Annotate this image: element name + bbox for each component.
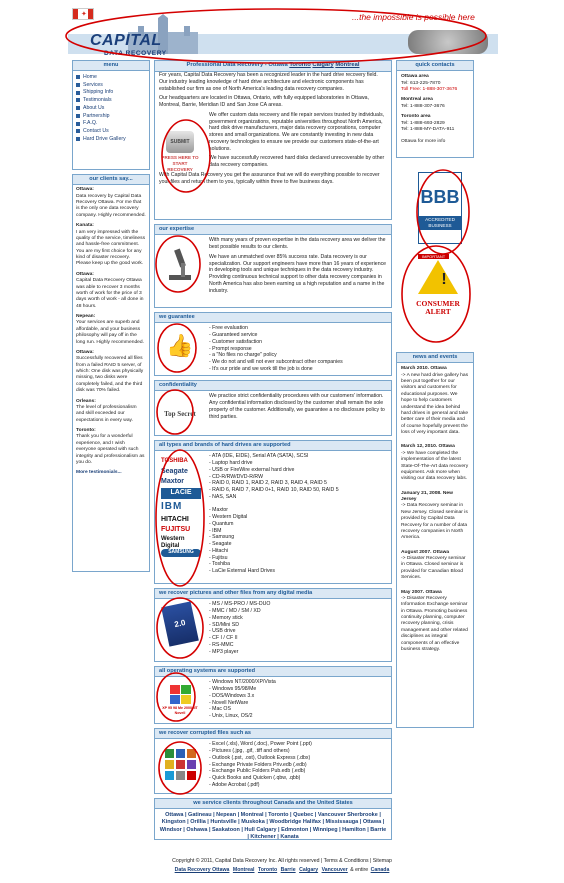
expertise-p1: With many years of proven expertise in the data recovery area we deliver the best possible results to our clients. (209, 237, 386, 251)
footer-link-vancouver[interactable]: Vancouver (321, 866, 348, 873)
corrupted-list: - Excel (.xls), Word (.doc), Power Point (.ppt) - Pictures (.jpg, .gif, .tiff and others) - Outlook (.pst, .ost), Outlook Express (.dbx) - Exchange Private Folders Priv.edb (.edb) - Exchange Public Folders Pub.edb (.edb) - Quick Books and Quicken (.qbw, .qbb) - Adobe Acrobat (.pdf) (209, 741, 312, 788)
drives-title: all types and brands of hard drives are supported (155, 441, 391, 451)
unrecoverable-paragraph: We have successfully recovered hard disks declared unrecoverable by other data recovery companies. (209, 155, 385, 168)
samsung-logo: SAMSUNG (161, 549, 201, 557)
guarantee-list: - Free evaluation - Guaranteed service - Customer satisfaction - Prompt response - a "No files no charge" policy - We do not and will not ever subcontract other companies - It's our pride and we work till the job is done (209, 325, 343, 372)
menu-item-services[interactable]: Services (76, 81, 146, 89)
menu-item-about[interactable]: About Us (76, 104, 146, 112)
news-title: news and events (397, 353, 473, 363)
media-section (154, 588, 392, 662)
footer-link-toronto[interactable]: Toronto (257, 866, 278, 873)
ibm-logo: IBM (161, 501, 183, 513)
nav-link-montreal[interactable]: Montreal (335, 62, 360, 68)
footer-link-canada[interactable]: Canada (370, 866, 390, 873)
copyright: Copyright © 2011, Capital Data Recovery Inc. All rights reserved | Terms & Conditions | Sitemap (172, 858, 392, 864)
testimonial: Ottawa: Data recovery by Capital Data Recovery Ottawa. For me that is the only one data recovery company. Highly recommended. (76, 187, 146, 218)
intro-paragraph: For years, Capital Data Recovery has been a recognized leader in the hard drive recovery field. Our industry leading knowledge of hard drive architecture and electronic components has established our firm as one of North America's leading data recovery companies. (159, 72, 378, 92)
menu-item-partnership[interactable]: Partnership (76, 112, 146, 120)
more-info-link[interactable]: Ottawa for more info (401, 139, 446, 145)
testimonial: Toronto: Thank you for a wonderful experience, and I wish everyone operated with such integrity and professionalism as you do. (76, 428, 145, 465)
labs-paragraph: Our headquarters are located in Ottawa, Ontario, with fully equipped laboratories in Ottawa, Montreal, Barrie, Meridian ID and San Jose CA areas. (159, 95, 369, 108)
quick-contacts-title: quick contacts (397, 61, 473, 71)
news-box (396, 352, 474, 728)
news-item: January 21, 2008. New Jersey -> Data Recovery seminar in New Jersey. Closed seminar is provided by Capital Data Recovery for a number of data recovery companies in North America. (401, 490, 468, 541)
news-item: May 2007. Ottawa -> Disaster Recovery Information Exchange seminar in Ottawa. Promoting business continuity planning, computer recovery planning, crisis management and other related disciplines as integral components of an effective business strategy. (401, 589, 468, 652)
lacie-logo: LACIE (161, 488, 201, 499)
bullet-icon (76, 137, 80, 141)
nav-title: Professional Data Recovery - Ottawa (186, 62, 288, 68)
corrupted-title: we recover corrupted files such as (155, 729, 391, 739)
contact-area: Toronto area (401, 114, 431, 120)
bullet-icon (76, 83, 80, 87)
news-item: March 2010. Ottawa -> A new hard drive gallery has been put together for our visitors and customers for educational purposes. We hope to help customers understand the idea behind hard drives in general and take better care of their media and of course hopefully prevent the loss of very important data. (401, 366, 469, 436)
office-icons (161, 745, 199, 783)
canada-flag-icon: ✦ (72, 8, 94, 20)
hard-drive-image (408, 30, 488, 54)
windows-logo-icon (161, 681, 199, 719)
hitachi-logo: HITACHI (161, 515, 189, 523)
exclamation-icon: ! (441, 271, 447, 288)
testimonial: Kanata: I am very impressed with the quality of the service, timeliness and hassle-free commitment. You are my first choice for any kind of disaster recovery. Please keep up the good work. (76, 223, 146, 267)
confidentiality-section (154, 380, 392, 436)
bbb-logo-icon: BBB (420, 187, 460, 208)
bullet-icon (76, 91, 80, 95)
main-menu (72, 60, 150, 170)
services-paragraph: We offer custom data recovery and file repair services trusted by individuals, government organizations, reputable universities throughout North America, hard disk drive manufacturers, major data recovery corporations, computer stores and small organizations. We are constantly investing in new data recovery technologies to ensure we provide our customers state-of-the-art solutions. (209, 111, 385, 152)
footer-link-barrie[interactable]: Barrie (280, 866, 296, 873)
os-title: all operating systems are supported (155, 667, 391, 677)
quick-contacts-box (396, 60, 474, 158)
menu-title: menu (73, 61, 149, 71)
submit-button[interactable] (161, 122, 199, 182)
contact-phone[interactable]: Tel: 1-888-307-3676 (401, 103, 445, 109)
contact-phone[interactable]: Tel: 613-225-7870 (401, 80, 441, 86)
contact-area: Montreal area (401, 97, 433, 103)
intro-section (154, 70, 392, 220)
footer-and-text: & entire (350, 866, 369, 873)
testimonials-title: our clients say... (73, 175, 149, 185)
logo-title[interactable]: CAPITAL (90, 32, 162, 49)
footer-links (0, 867, 564, 874)
news-item: March 12, 2010. Ottawa -> We have completed the implementation of the latest State-Of-The-Art data recovery equipment. Ask more when visiting our data recovery labs. (401, 444, 469, 482)
expertise-p2: We have an unmatched over 85% success rate. Data recovery is our specialization. Our support engineers have more than 16 years of experience in developing tools and unique techniques in the data recovery industry. Providing continuous technical support to other data recovery companies in North America has also been earning us a high reputation and a name in the industry. (209, 253, 387, 294)
service-area-section (154, 798, 392, 840)
testimonials-box (72, 174, 150, 572)
contact-phone[interactable]: Tel: 1-888-693-2829 (401, 120, 445, 126)
footer-link-calgary[interactable]: Calgary (299, 866, 319, 873)
confidentiality-title: confidentiality (155, 381, 391, 391)
submit-icon: SUBMIT (166, 131, 194, 153)
testimonial: Ottawa: Capital Data Recovery Ottawa was able to recover 3 months worth of work for the price of 3 days worth of work - all done in 48 hours. (76, 271, 144, 309)
drives-list: - ATA (IDE, EIDE), Serial ATA (SATA), SCSI - Laptop hard drive - USB or FireWire external hard drive - CD-R/RW/DVD-R/RW - RAID 0, RAID 1, RAID 2, RAID 3, RAID 4, RAID 5 - RAID 6, RAID 7, RAID 0+1, RAID 10, RAID 50, RAID 5 - NAS, SAN - Maxtor - Western Digital - Quantum - IBM - Samsung - Seagate - Hitachi - Fujitsu - Toshiba - LaCie External Hard Drives (209, 453, 339, 575)
footer-link-ottawa[interactable]: Data Recovery Ottawa (174, 866, 230, 873)
wd-logo: Western Digital (161, 536, 185, 549)
bullet-icon (76, 98, 80, 102)
microscope-icon (161, 245, 199, 283)
tagline: ...the impossible is possible here (352, 12, 475, 22)
submit-caption: PRESS HERE TO START RECOVERY (161, 155, 199, 172)
bbb-badge[interactable] (418, 172, 462, 244)
seagate-logo: Seagate (161, 467, 188, 475)
menu-item-contact[interactable]: Contact Us (76, 128, 146, 136)
media-title: we recover pictures and other files from any digital media (155, 589, 391, 599)
site-header (68, 4, 498, 58)
more-testimonials-link[interactable]: More testimonials... (76, 470, 122, 476)
bullet-icon (76, 106, 80, 110)
footer (0, 858, 564, 874)
bullet-icon (76, 122, 80, 126)
guarantee-section (154, 312, 392, 376)
consumer-alert[interactable] (408, 254, 468, 344)
footer-link-montreal[interactable]: Montreal (232, 866, 255, 873)
contact-area: Ottawa area (401, 74, 429, 80)
guarantee-title: we guarantee (155, 313, 391, 323)
menu-item-gallery[interactable]: Hard Drive Gallery (76, 135, 146, 143)
corrupted-files-section (154, 728, 392, 794)
expertise-title: our expertise (155, 225, 391, 235)
os-list: - Windows NT/2000/XP/Vista - Windows 95/98/Me - DOS/Windows 3.x - Novell NetWare - Mac OS - Unix, Linux, OS/2 (209, 679, 276, 720)
news-item: August 2007. Ottawa -> Disaster Recovery seminar in Ottawa. Closed seminar is provided for Canadian Blood Services. (401, 549, 466, 581)
bullet-icon (76, 129, 80, 133)
bbb-caption: ACCREDITED BUSINESS (419, 216, 461, 230)
toshiba-logo: TOSHIBA (161, 458, 188, 465)
top-secret-icon: Top Secret (164, 409, 196, 418)
contact-phone[interactable]: Tel: 1-888-MY-DATA-911 (401, 126, 455, 132)
memory-card-icon: 2.0 (161, 605, 199, 643)
nav-link-calgary[interactable]: Calgary (312, 62, 334, 68)
contact-phone[interactable]: Toll Free: 1-888-307-3676 (401, 87, 458, 93)
os-badge: XP 95 98 Me 2000 NT Novell (162, 706, 198, 715)
testimonial: Nepean: Your services are superb and affordable, and your business philosophy will pay off in the long run. Highly recommended. (76, 314, 144, 345)
bullet-icon (76, 114, 80, 118)
thumbs-up-icon: 👍 (166, 332, 194, 358)
confidentiality-text: We practice strict confidentiality procedures with our customers' information. Any confidential information disclosed by the customer shall remain the sole property of the customer. Additionally, we guarantee a no disclosure policy to third parties. (209, 393, 385, 420)
city-links[interactable]: Ottawa | Gatineau | Nepean | Montreal | Toronto | Quebec | Vancouver Sherbrooke | Kingston | Orillia | Huntsville | Muskoka | Woodbridge Halifax | Mississauga | Ottawa | Windsor | Oshawa | Saskatoon | Hull Calgary | Edmonton | Winnipeg | Hamilton | Barrie | Kitchener | Kanata (159, 812, 387, 840)
assurance-paragraph: With Capital Data Recovery you get the assurance that we will do everything possible to recover your files and return them to you, typically within three to five business days. (159, 171, 380, 185)
nav-link-toronto[interactable]: Toronto (289, 62, 311, 68)
maxtor-logo: Maxtor (161, 478, 184, 486)
expertise-section (154, 224, 392, 308)
logo-subtitle: DATA RECOVERY (104, 50, 167, 57)
drives-section (154, 440, 392, 584)
menu-item-home[interactable]: Home (76, 73, 146, 81)
os-section (154, 666, 392, 724)
media-list: - MS / MS-PRO / MS-DUO - MMC / MD / SM / XD - Memory stick - SD/Mini SD - USB drive - CF I / CF II - RS-MMC - MP3 player (209, 601, 271, 655)
important-tag: IMPORTANT (418, 254, 449, 259)
brand-logos (161, 457, 201, 557)
menu-item-shipping[interactable]: Shipping Info (76, 89, 146, 97)
testimonial: Orleans: The level of professionalism and skill exceeded our expectations in every way. (76, 398, 137, 423)
menu-item-testimonials[interactable]: Testimonials (76, 97, 146, 105)
fujitsu-logo: FUJITSU (161, 526, 191, 534)
testimonial: Ottawa: Successfully recovered all files from a failed RAID 5 server, of which: One disk was physically missing, two disks were completely failed, and the third disk was 70% failed. (76, 349, 144, 394)
alert-caption: CONSUMER ALERT (416, 299, 460, 317)
menu-item-faq[interactable]: F.A.Q. (76, 120, 146, 128)
service-area-title: we service clients throughout Canada and the United States (155, 799, 391, 809)
bullet-icon (76, 75, 80, 79)
